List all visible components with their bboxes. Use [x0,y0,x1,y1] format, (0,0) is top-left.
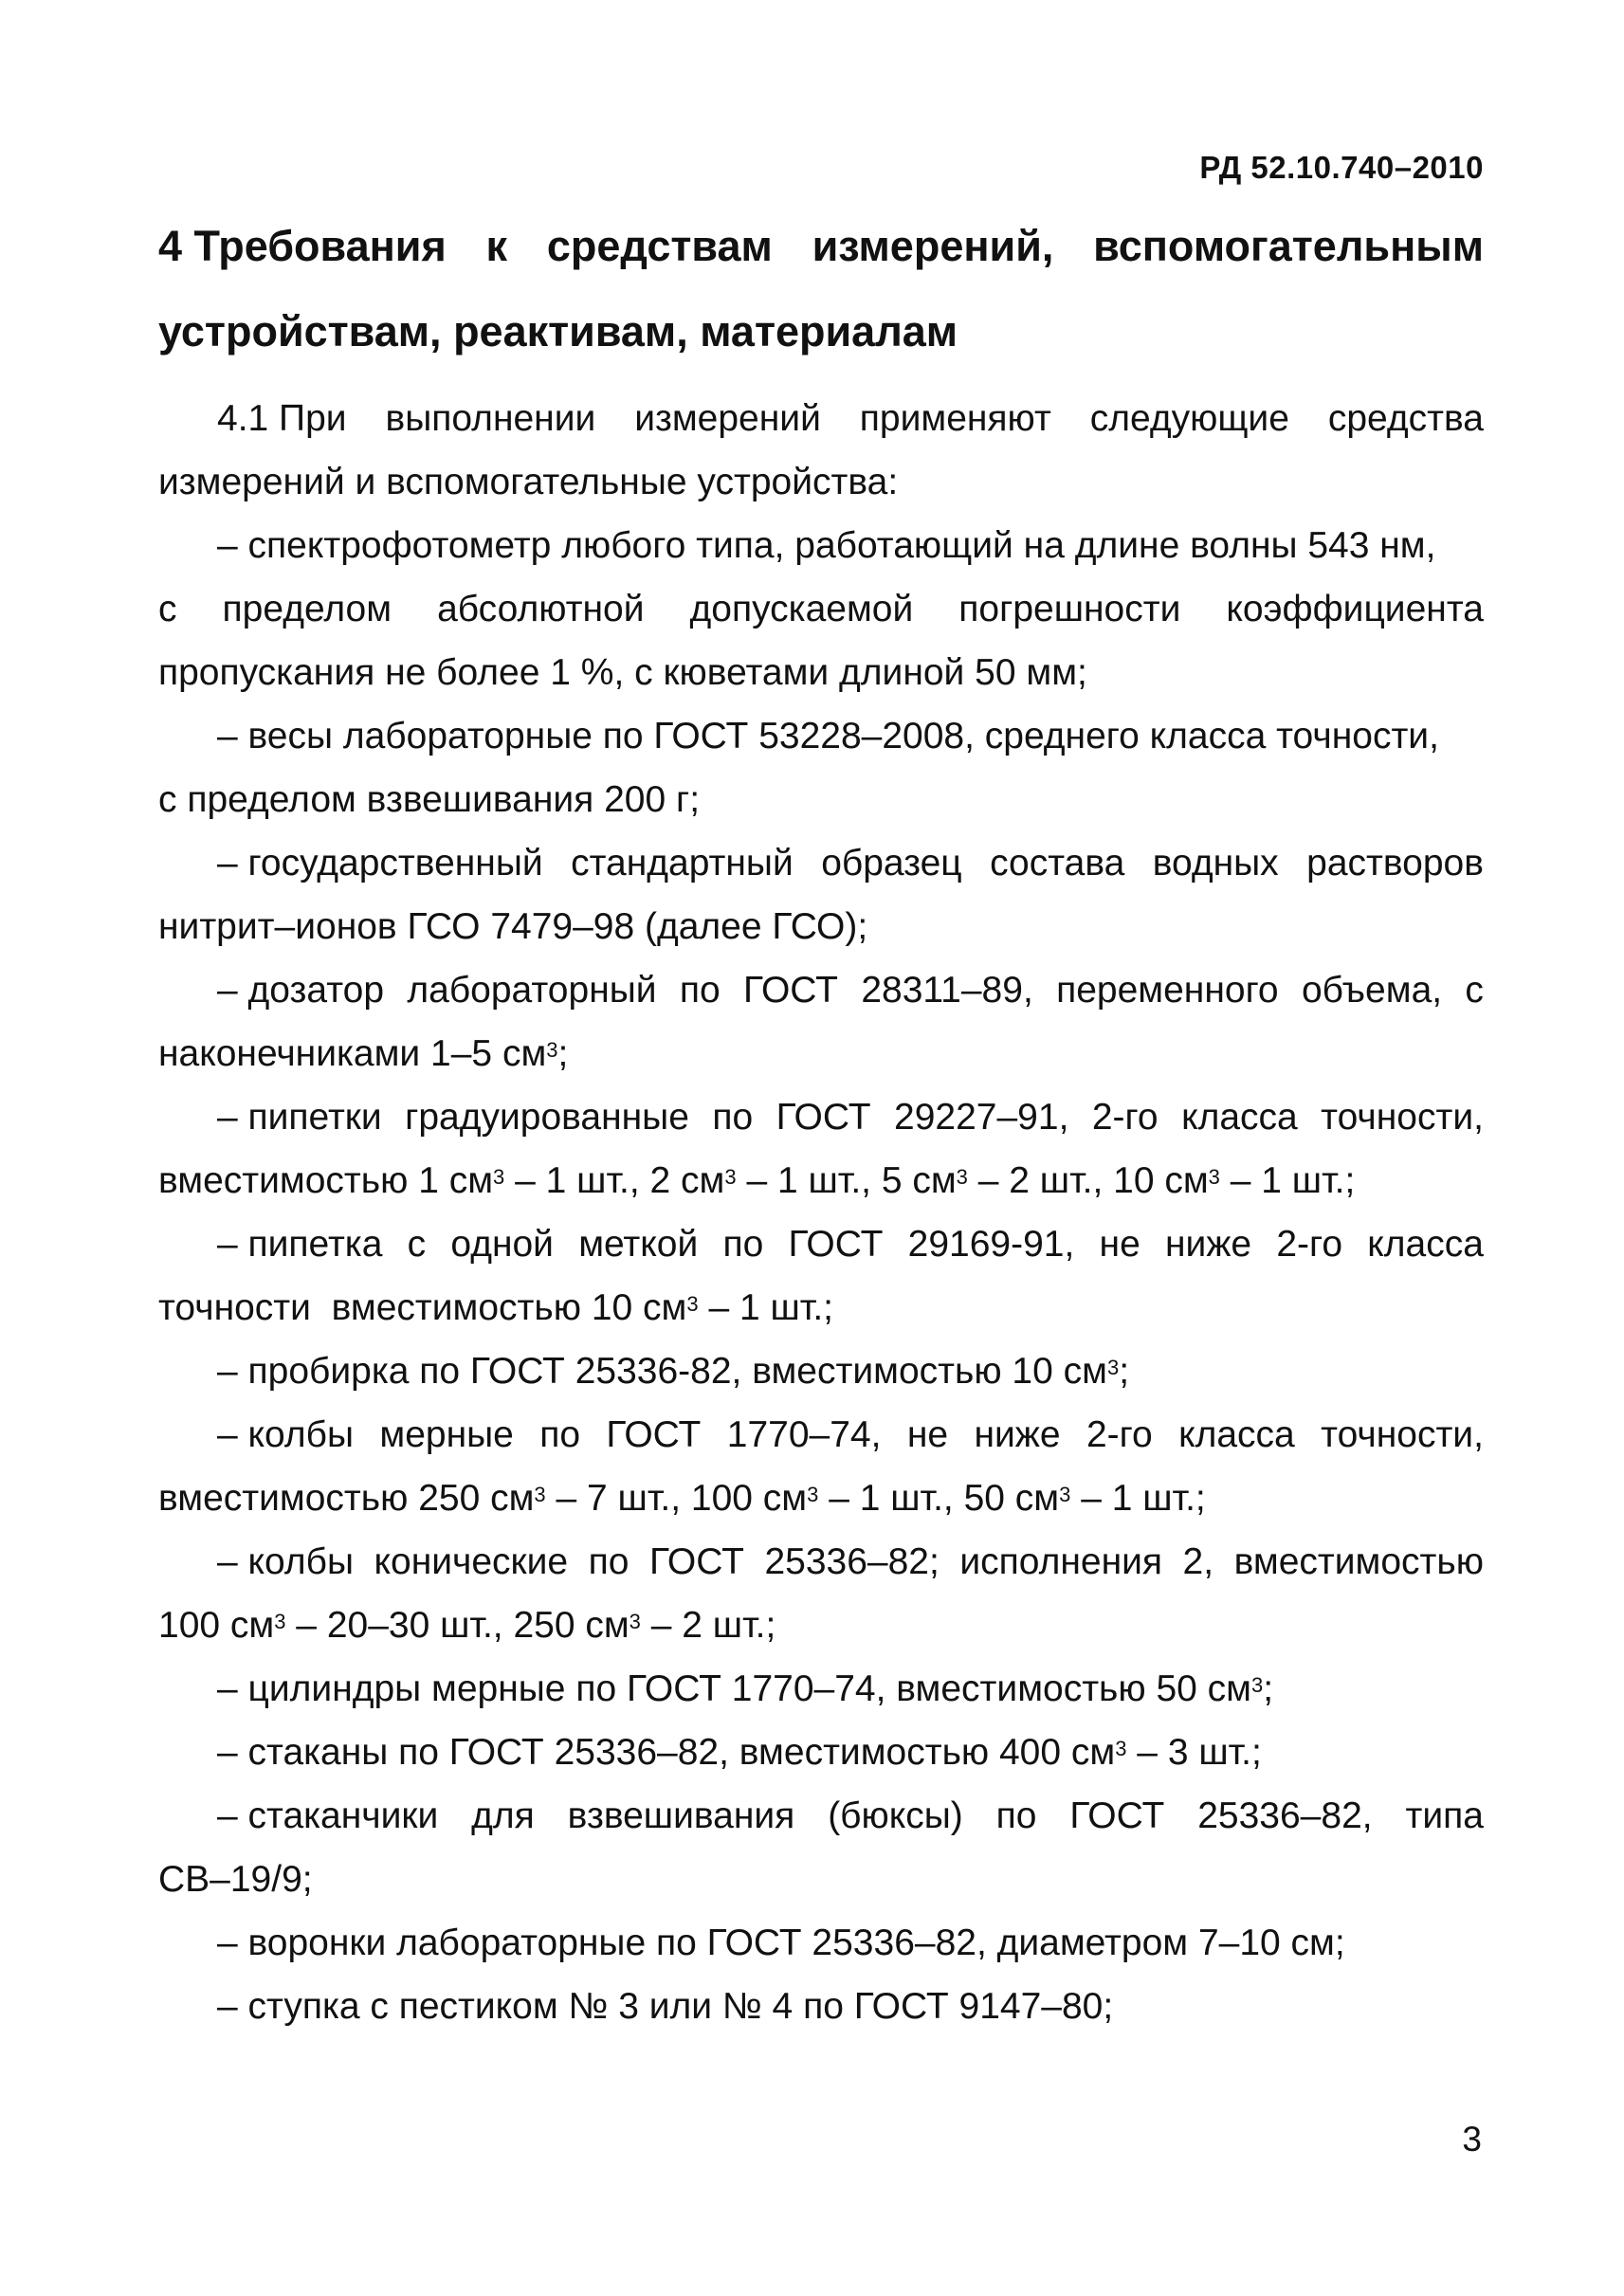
text-segment: – 1 шт.; [1219,1159,1356,1201]
list-item [158,704,1484,831]
text-segment: состава [990,842,1125,884]
text-segment: – дозатор [217,969,385,1011]
text-segment: класса [1367,1223,1484,1265]
text-line: СВ–19/9; [158,1858,313,1900]
list-item [158,1085,1484,1212]
text-segment: 2-го [1086,1413,1153,1455]
text-segment: мерные [379,1413,514,1455]
text-segment: 1770–74, [726,1413,882,1455]
text-segment: – государственный [217,842,543,884]
text-segment: выполнении [385,397,596,439]
heading-word: измерений, [812,222,1054,270]
text-segment: лабораторный [407,969,657,1011]
text-segment: ГОСТ [606,1413,702,1455]
text-line [158,1784,1484,1848]
text-segment: по [722,1223,764,1265]
document-body [158,387,1484,2038]
heading-line-2: устройствам, реактивам, материалам [158,307,958,355]
text-segment: с [1465,969,1484,1011]
text-segment: ниже [1165,1223,1252,1265]
text-segment: ; [1263,1667,1274,1709]
text-segment: 2, [1182,1540,1214,1582]
text-segment: растворов [1306,842,1484,884]
text-line [158,1212,1484,1276]
text-segment: – 1 шт.; [698,1286,833,1328]
text-segment: – 20–30 шт., 250 см [285,1604,630,1646]
text-segment: 28311–89, [861,969,1033,1011]
text-segment: градуированные [405,1096,689,1138]
superscript: 3 [1251,1672,1264,1697]
text-segment: абсолютной [437,588,645,629]
text-segment: – 2 шт., 10 см [967,1159,1209,1201]
doc-code-header: РД 52.10.740–2010 [1199,150,1484,185]
list-item [158,831,1484,958]
text-segment: применяют [859,397,1051,439]
text-line [158,1085,1484,1149]
superscript: 3 [724,1164,737,1189]
text-segment: ГОСТ [743,969,838,1011]
text-line: с пределом взвешивания 200 г; [158,778,701,820]
text-segment: 2-го [1276,1223,1343,1265]
text-segment: конические [374,1540,569,1582]
superscript: 3 [493,1164,505,1189]
text-segment: объема, [1301,969,1443,1011]
text-line [158,387,1484,450]
superscript: 3 [686,1291,699,1316]
text-segment: следующие [1089,397,1289,439]
list-item [158,1657,1484,1721]
text-segment: точности, [1321,1096,1484,1138]
superscript: 3 [274,1609,286,1633]
text-segment: (бюксы) [828,1795,963,1836]
text-segment: по [712,1096,754,1138]
text-segment: средства [1327,397,1484,439]
text-segment: по [539,1413,581,1455]
text-line: – воронки лабораторные по ГОСТ 25336–82, диаметром 7–10 см; [217,1922,1345,1963]
text-line: – весы лабораторные по ГОСТ 53228–2008, среднего класса точности, [217,715,1439,756]
text-line [158,1339,1484,1403]
superscript: 3 [1106,1355,1120,1379]
heading-word: вспомогательным [1093,222,1484,270]
text-segment: – стаканы по ГОСТ 25336–82, вместимостью 400 см [217,1731,1116,1773]
text-segment: – колбы [217,1413,354,1455]
text-segment: точности вместимостью 10 см [158,1286,687,1328]
list-item [158,1339,1484,1403]
text-line [158,1721,1484,1784]
list-item [158,1212,1484,1339]
text-segment: с [158,588,177,629]
text-segment: переменного [1056,969,1279,1011]
text-segment: 25336–82, [1197,1795,1373,1836]
text-segment: 25336–82; [764,1540,940,1582]
text-segment: – колбы [217,1540,354,1582]
superscript: 3 [534,1482,546,1506]
text-line [158,1276,1484,1339]
text-segment: измерений [634,397,821,439]
text-segment: 29227–91, [894,1096,1069,1138]
text-segment: по [679,969,721,1011]
text-segment: вместимостью 1 см [158,1159,494,1201]
text-line [158,831,1484,895]
text-segment: наконечниками 1–5 см [158,1032,547,1074]
superscript: 3 [1115,1736,1127,1760]
text-segment: класса [1181,1096,1298,1138]
text-segment: типа [1405,1795,1484,1836]
text-segment: ГОСТ [788,1223,884,1265]
text-segment: стандартный [571,842,794,884]
text-line: пропускания не более 1 %, с кюветами длиной 50 мм; [158,651,1087,693]
heading-line-1 [158,204,1484,289]
text-segment: 4.1 При [217,397,347,439]
text-line: – ступка с пестиком № 3 или № 4 по ГОСТ 9147–80; [217,1985,1114,2027]
page-number: 3 [1462,2120,1482,2159]
text-segment: с [407,1223,427,1265]
paragraph-4-1 [158,387,1484,514]
text-segment: – 1 шт., 5 см [736,1159,957,1201]
text-line: нитрит–ионов ГСО 7479–98 (далее ГСО); [158,905,868,947]
text-segment: не [1099,1223,1140,1265]
text-segment: – пипетка [217,1223,383,1265]
text-line [158,1530,1484,1594]
text-line [158,1657,1484,1721]
text-segment: по [588,1540,630,1582]
list-item [158,1403,1484,1530]
text-segment: ; [1119,1350,1130,1392]
heading-word: 4 Требования [158,222,447,270]
heading-word: средствам [546,222,773,270]
text-line [158,1467,1484,1530]
text-segment: – стаканчики [217,1795,439,1836]
text-segment: погрешности [958,588,1181,629]
text-segment: ГОСТ [776,1096,871,1138]
text-line [158,1149,1484,1212]
text-segment: – цилиндры мерные по ГОСТ 1770–74, вместимостью 50 см [217,1667,1251,1709]
text-segment: – пробирка по ГОСТ 25336-82, вместимостью 10 см [217,1350,1107,1392]
list-item [158,1721,1484,1784]
superscript: 3 [1059,1482,1071,1506]
text-segment: 29169-91, [907,1223,1075,1265]
text-segment: – 3 шт.; [1126,1731,1262,1773]
text-segment: для [471,1795,535,1836]
text-line: измерений и вспомогательные устройства: [158,461,899,502]
text-segment: коэффициента [1226,588,1484,629]
text-segment: одной [450,1223,554,1265]
text-segment: водных [1152,842,1279,884]
text-line [158,1403,1484,1467]
text-segment: – 7 шт., 100 см [545,1477,808,1519]
list-item [158,1784,1484,1911]
list-item [158,1975,1484,2038]
text-segment: допускаемой [689,588,914,629]
list-item [158,958,1484,1085]
text-segment: – пипетки [217,1096,382,1138]
text-segment: не [906,1413,949,1455]
text-segment: 2-го [1091,1096,1159,1138]
superscript: 3 [546,1037,558,1062]
text-line [158,958,1484,1022]
list-item [158,1911,1484,1975]
text-segment: вместимостью 250 см [158,1477,535,1519]
text-line: – спектрофотометр любого типа, работающий на длине волны 543 нм, [217,524,1436,566]
text-segment: ниже [974,1413,1061,1455]
text-segment: по [995,1795,1037,1836]
text-segment: взвешивания [567,1795,795,1836]
text-segment: исполнения [959,1540,1163,1582]
superscript: 3 [629,1609,641,1633]
superscript: 3 [1208,1164,1220,1189]
text-line [158,577,1484,641]
text-segment: ГОСТ [648,1540,744,1582]
superscript: 3 [956,1164,968,1189]
text-segment: – 1 шт., 50 см [818,1477,1060,1519]
heading-word: к [485,222,508,270]
text-line [158,1594,1484,1657]
text-segment: ГОСТ [1069,1795,1165,1836]
text-segment: 100 см [158,1604,275,1646]
section-heading [158,204,1484,374]
text-segment: точности, [1321,1413,1484,1455]
text-segment: – 1 шт.; [1070,1477,1206,1519]
text-segment: – 1 шт., 2 см [504,1159,725,1201]
text-segment: образец [821,842,962,884]
list-item [158,1530,1484,1657]
list-item [158,514,1484,704]
text-segment: пределом [222,588,392,629]
text-segment: ; [557,1032,569,1074]
text-segment: класса [1178,1413,1295,1455]
text-segment: вместимостью [1233,1540,1484,1582]
superscript: 3 [807,1482,819,1506]
text-segment: – 2 шт.; [640,1604,776,1646]
text-segment: меткой [578,1223,699,1265]
text-line [158,1022,1484,1085]
